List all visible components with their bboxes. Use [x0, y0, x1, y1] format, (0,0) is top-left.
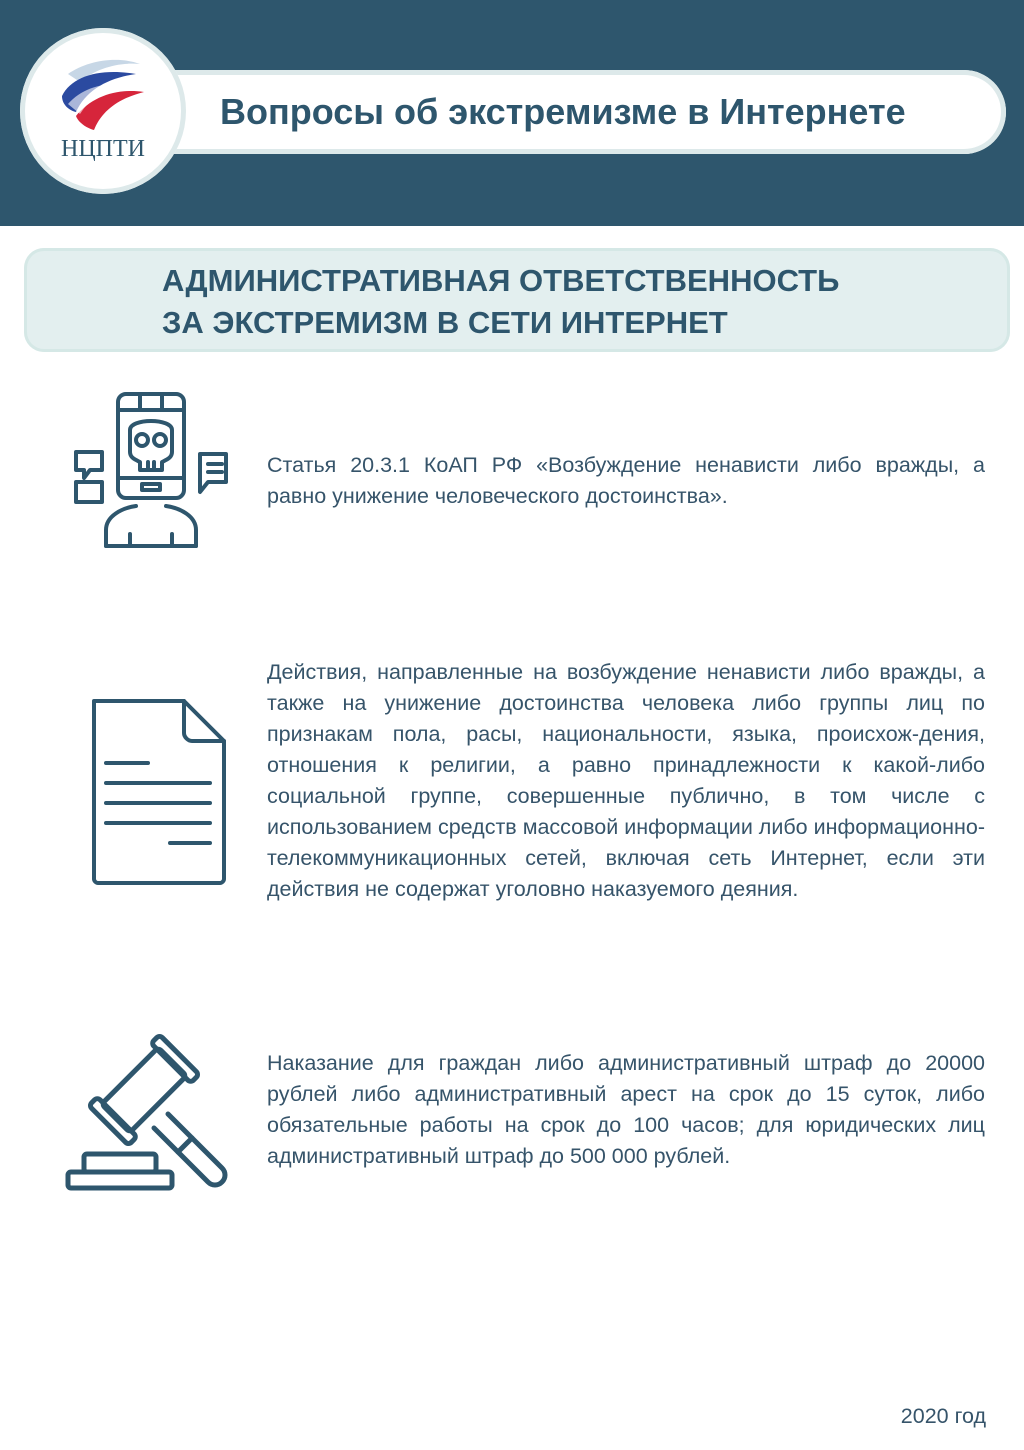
page-title: Вопросы об экстремизме в Интернете — [220, 91, 906, 132]
phone-skull-icon — [70, 390, 230, 550]
logo — [20, 28, 186, 194]
section-header — [24, 248, 1010, 352]
section-title-line1: АДМИНИСТРАТИВНАЯ ОТВЕТСТВЕННОСТЬ — [162, 263, 840, 298]
section-title-line2: ЗА ЭКСТРЕМИЗМ В СЕТИ ИНТЕРНЕТ — [162, 305, 728, 340]
footer-year: 2020 год — [900, 1404, 986, 1428]
paragraph-2: Действия, направленные на возбуждение ненависти либо вражды, а также на унижение достоинства человека либо группы лиц по признакам пола, расы, национальности, языка, происхож-дения, отношения к религии, а равно принадлежности к какой-либо социальной группе, совершенные публично, в том числе с использованием средств массовой информации либо информационно-телекоммуникационных сетей, включая сеть Интернет, если эти действия не содержат уголовно наказуемого деяния. — [267, 660, 985, 901]
document-icon — [86, 693, 232, 889]
logo-text: НЦПТИ — [61, 136, 145, 162]
logo-swoosh-icon — [58, 56, 148, 136]
section-title — [162, 260, 982, 344]
gavel-icon — [64, 1030, 236, 1194]
paragraph-1: Статья 20.3.1 КоАП РФ «Возбуждение ненависти либо вражды, а равно унижение человеческого достоинства». — [267, 453, 985, 508]
paragraph-3: Наказание для граждан либо административный штраф до 20000 рублей либо административный арест на срок до 15 суток, либо обязательные работы на срок до 100 часов; для юридических лиц административный штраф до 500 000 рублей. — [267, 1051, 985, 1168]
title-banner — [120, 70, 1006, 154]
